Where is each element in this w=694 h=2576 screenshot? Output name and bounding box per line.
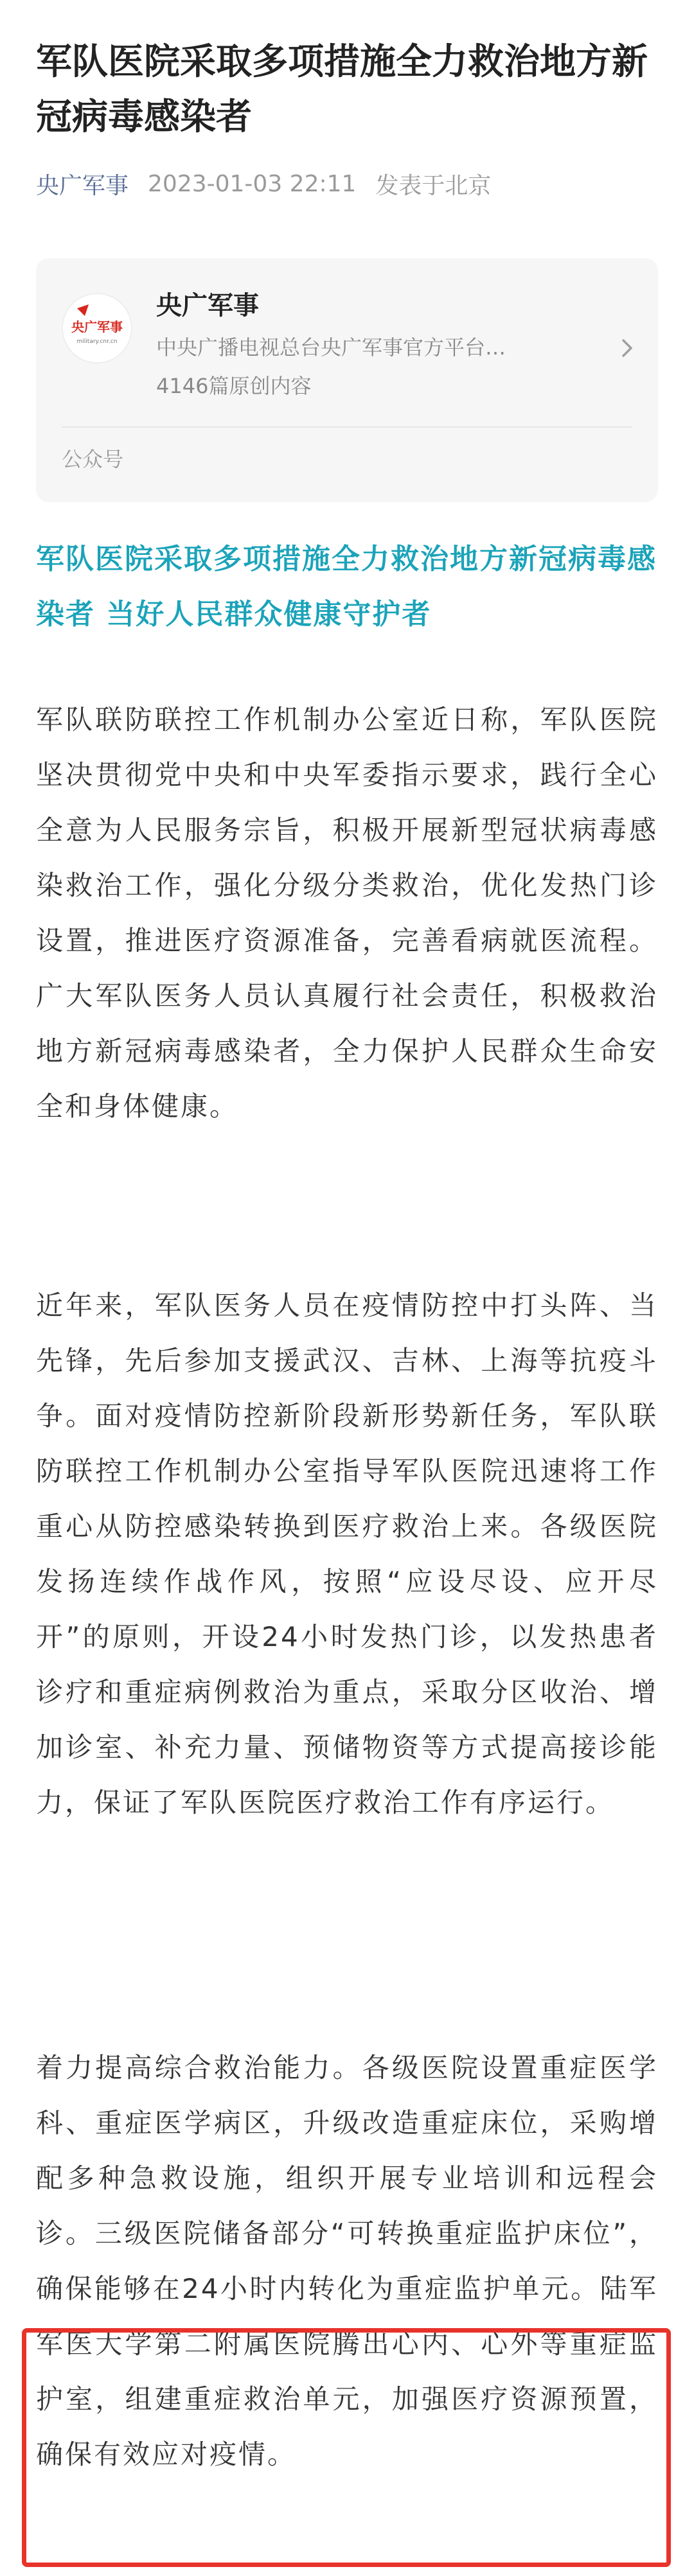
account-name: 央广军事 [156,291,259,320]
paragraph-3: 着力提高综合救治能力。各级医院设置重症医学科、重症医学病区，升级改造重症床位，采购增配多种急救设施，组织开展专业培训和远程会诊。三级医院储备部分“可转换重症监护床位”，确保能够在24小时内转化为重症监护单元。陆军军医大学第二附属医院腾出心内、心外等重症监护室，组建重症救治单元，加强医疗资源预置，确保有效应对疫情。 [36,2052,658,2470]
svg-text:military.cnr.cn: military.cnr.cn [76,338,118,345]
svg-text:央广军事: 央广军事 [71,319,123,335]
paragraph-2: 近年来，军队医务人员在疫情防控中打头阵、当先锋，先后参加支援武汉、吉林、上海等抗疫斗争。面对疫情防控新阶段新形势新任务，军队联防联控工作机制办公室指导军队医院迅速将工作重心从防控感染转换到医疗救治上来。各级医院发扬连续作战作风，按照“应设尽设、应开尽开”的原则，开设24小时发热门诊，以发热患者诊疗和重症病例救治为重点，采取分区收治、增加诊室、补充力量、预储物资等方式提高接诊能力，保证了军队医院医疗救治工作有序运行。 [36,1290,658,1818]
publish-location: 发表于北京 [375,172,492,199]
publish-date: 2023-01-03 22:11 [148,170,357,197]
article-meta [36,164,491,203]
account-description: 中央广播电视总台央广军事官方平台… [156,335,506,360]
source-link[interactable]: 央广军事 [36,172,129,199]
card-divider [62,426,632,428]
account-type-label: 公众号 [62,447,124,471]
chevron-right-icon[interactable] [614,335,640,361]
article-count: 4146篇原创内容 [156,374,312,398]
article-subtitle: 军队医院采取多项措施全力救治地方新冠病毒感染者 当好人民群众健康守护者 [36,543,657,631]
account-card[interactable] [36,258,658,502]
paragraph-1: 军队联防联控工作机制办公室近日称，军队医院坚决贯彻党中央和中央军委指示要求，践行全心全意为人民服务宗旨，积极开展新型冠状病毒感染救治工作，强化分级分类救治，优化发热门诊设置，推进医疗资源准备，完善看病就医流程。广大军队医务人员认真履行社会责任，积极救治地方新冠病毒感染者，全力保护人民群众生命安全和身体健康。 [36,704,658,1122]
cnr-military-logo-icon [62,293,132,364]
article-title: 军队医院采取多项措施全力救治地方新冠病毒感染者 [36,41,648,138]
